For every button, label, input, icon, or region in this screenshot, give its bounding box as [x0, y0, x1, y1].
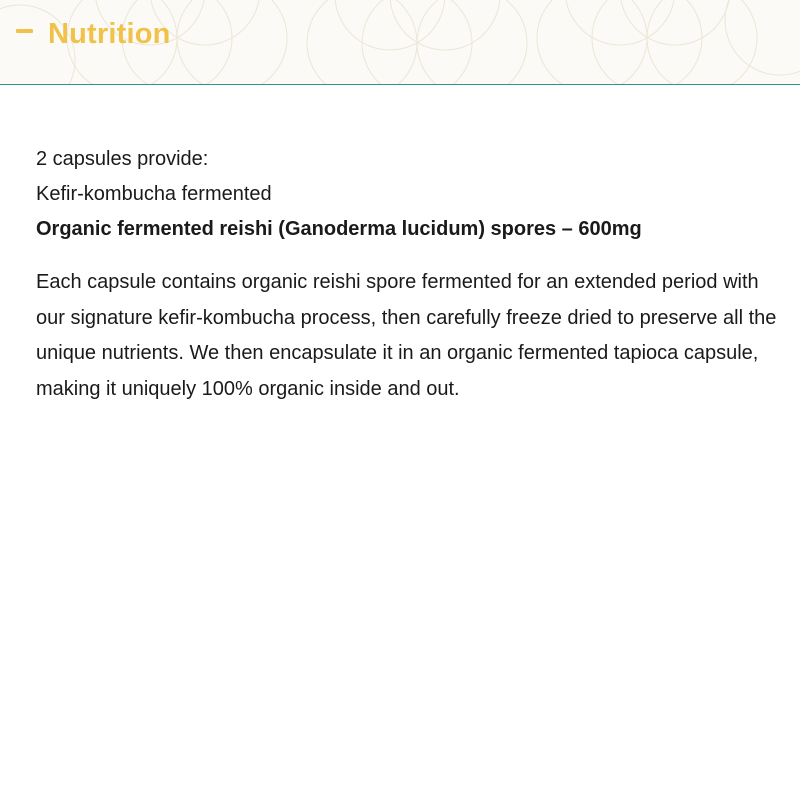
process-line: Kefir-kombucha fermented [36, 183, 272, 205]
header-divider [0, 84, 800, 85]
description-paragraph: Each capsule contains organic reishi spore fermented for an extended period with our signature kefir-kombucha process, then carefully freeze dried to preserve all the unique nutrients. We then encapsulate it in an organic fermented tapioca capsule, making it uniquely 100% organic inside and out. [36, 271, 777, 400]
nutrition-content [36, 142, 786, 407]
section-header [0, 0, 800, 85]
ingredient-line: Organic fermented reishi (Ganoderma lucidum) spores – 600mg [36, 218, 642, 240]
section-title: Nutrition [48, 17, 171, 50]
dash-icon [16, 29, 33, 33]
serving-line: 2 capsules provide: [36, 148, 209, 170]
